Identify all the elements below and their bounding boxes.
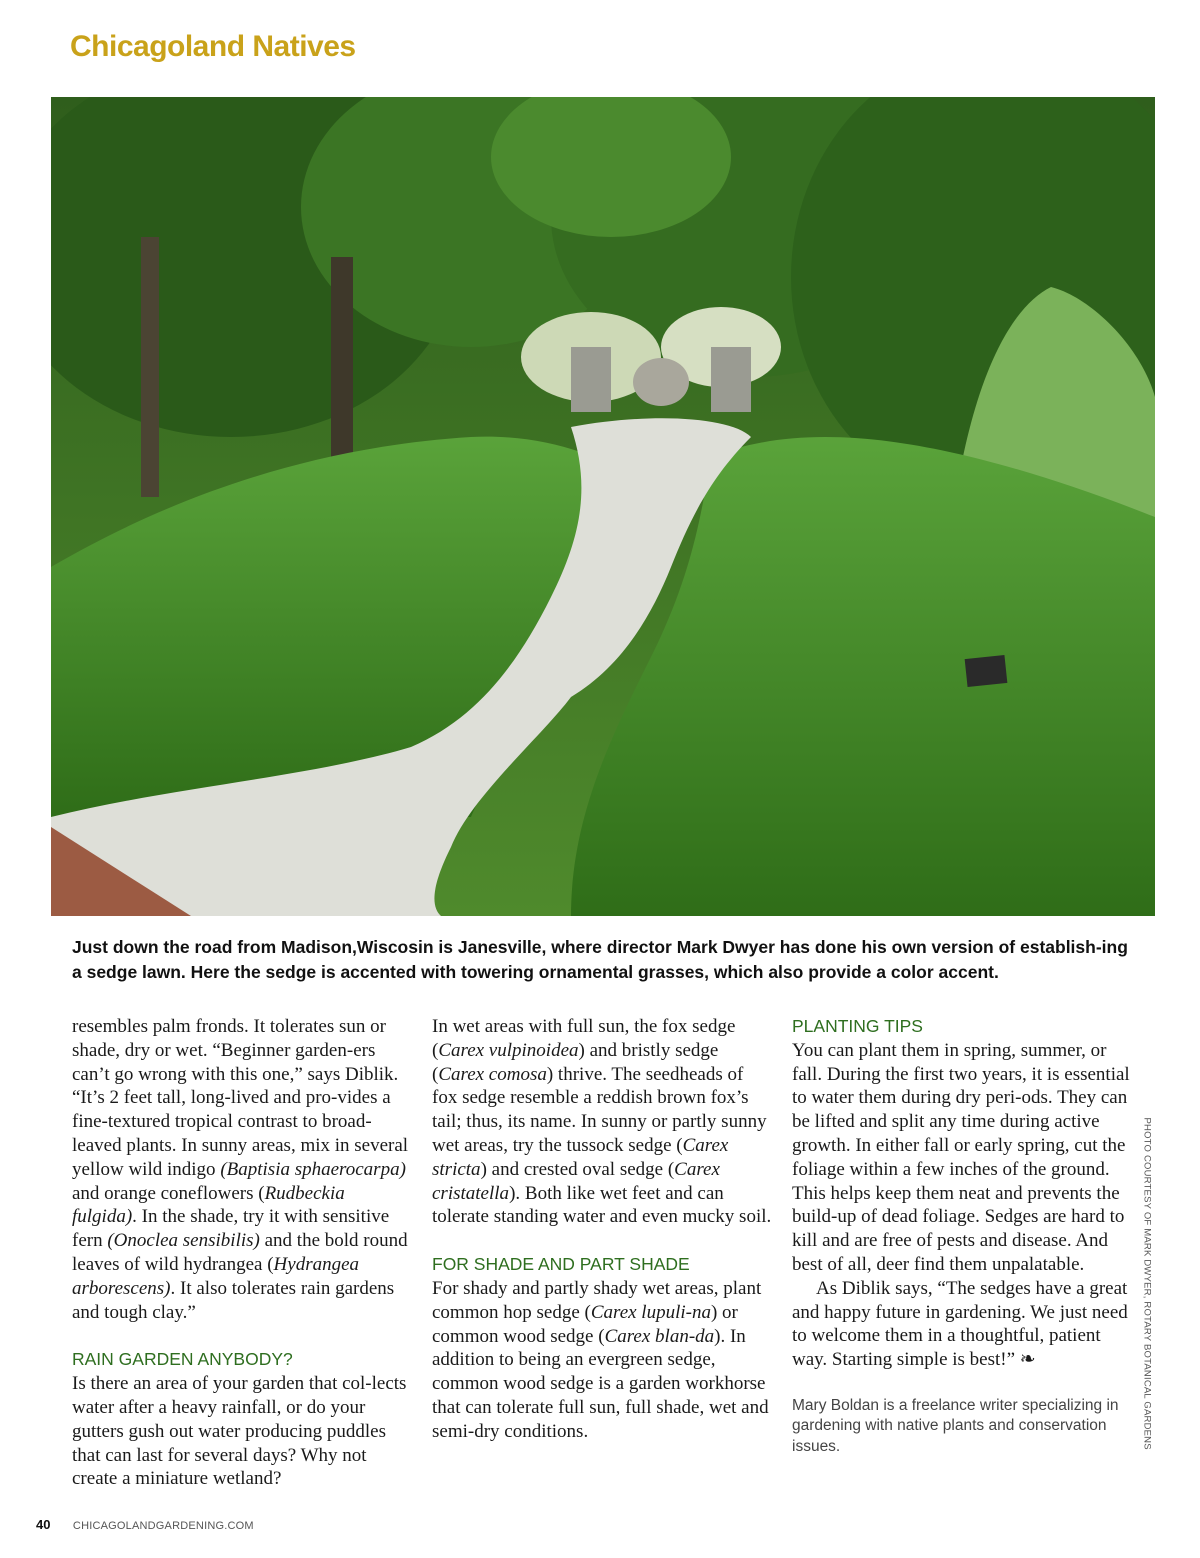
text: and orange coneflowers ( — [72, 1182, 265, 1204]
paragraph: Is there an area of your garden that col-lects water after a heavy rainfall, or do your gutters gush out water producing puddles that can last for several days? Why not create a miniature wetland? — [72, 1373, 407, 1490]
species-name: Carex blan-da — [604, 1325, 715, 1347]
author-bio: Mary Boldan is a freelance writer specializing in gardening with native plants and conservation issues. — [792, 1396, 1119, 1455]
text: resembles palm fronds. It tolerates sun or shade, dry or wet. “Beginner garden-ers can’t go wrong with this one,” says Diblik. “It’s 2 feet tall, long-lived and pro-vides a fine-textured tropical contrast to broad-leaved plants. In sunny areas, mix in several yellow wild indigo — [72, 1016, 409, 1180]
text: In wet areas with full sun, the fox sedge ( — [432, 1016, 736, 1061]
species-name: Rudbeckia fulgida) — [72, 1182, 345, 1228]
paragraph — [432, 1015, 772, 1229]
species-name: Hydrangea arborescens) — [72, 1253, 360, 1299]
column-3 — [792, 1015, 1134, 1457]
text: ). In addition to being an evergreen sedge, common wood sedge is a garden workhorse that can tolerate full sun, full shade, wet and semi-dry conditions. — [432, 1325, 769, 1442]
species-name: (Baptisia sphaerocarpa) — [220, 1158, 406, 1180]
species-name: Carex lupuli-na — [590, 1301, 711, 1323]
site-url: CHICAGOLANDGARDENING.COM — [72, 1520, 254, 1532]
text: ) and bristly sedge ( — [432, 1039, 719, 1085]
text: ). Both like wet feet and can tolerate standing water and even mucky soil. — [432, 1182, 772, 1228]
page-footer — [36, 1516, 254, 1534]
end-mark-icon: ❧ — [1019, 1349, 1036, 1371]
text: . It also tolerates rain gardens and tough clay.” — [72, 1277, 395, 1323]
text: ) thrive. The seedheads of fox sedge resemble a reddish brown fox’s tail; thus, its name. In sunny or partly sunny wet areas, try the tussock sedge ( — [432, 1063, 767, 1156]
paragraph — [792, 1277, 1134, 1372]
column-1 — [72, 1015, 412, 1491]
subheading-rain-garden: RAIN GARDEN ANYBODY? — [72, 1349, 293, 1370]
subheading-planting-tips: PLANTING TIPS — [792, 1016, 923, 1036]
photo-credit — [1139, 1117, 1155, 1450]
photo-credit-text: PHOTO COURTESY OF MARK DWYER, ROTARY BOTANICAL GARDENS — [1141, 1117, 1153, 1450]
text: For shady and partly shady wet areas, plant common hop sedge ( — [432, 1277, 762, 1323]
paragraph: You can plant them in spring, summer, or fall. During the first two years, it is essential to water them during dry peri-ods. They can be lifted and split any time during active growth. In either fall or early spring, cut the foliage within a few inches of the ground. This helps keep them neat and prevents the build-up of dead foliage. Sedges are hard to kill and are free of pests and disease. And best of all, deer find them unpalatable. — [792, 1039, 1130, 1275]
species-name: (Onoclea sensibilis) — [107, 1230, 260, 1252]
garden-photo-illustration — [51, 97, 1155, 916]
text: ) and crested oval sedge ( — [480, 1158, 675, 1180]
paragraph — [432, 1277, 772, 1444]
column-2 — [432, 1015, 772, 1444]
species-name: Carex stricta — [432, 1134, 729, 1180]
subheading-shade: FOR SHADE AND PART SHADE — [432, 1254, 690, 1275]
text: As Diblik says, “The sedges have a great and happy future in gardening. We just need to welcome them in a thoughtful, patient way. Starting simple is best!” — [792, 1277, 1128, 1371]
species-name: Carex cristatella — [432, 1158, 720, 1204]
paragraph — [72, 1015, 412, 1324]
species-name: Carex comosa — [438, 1063, 547, 1085]
text: . In the shade, try it with sensitive fern — [72, 1206, 390, 1252]
page-number: 40 — [36, 1517, 51, 1532]
species-name: Carex vulpinoidea — [438, 1039, 579, 1061]
garden-photo — [51, 97, 1155, 916]
text: and the bold round leaves of wild hydrangea ( — [72, 1230, 408, 1275]
photo-caption: Just down the road from Madison,Wiscosin is Janesville, where director Mark Dwyer has done his own version of establish-ing a sedge lawn. Here the sedge is accented with towering ornamental grasses, which also provide a color accent. — [72, 937, 1128, 982]
text: ) or common wood sedge ( — [432, 1301, 738, 1347]
section-title: Chicagoland Natives — [70, 30, 356, 63]
